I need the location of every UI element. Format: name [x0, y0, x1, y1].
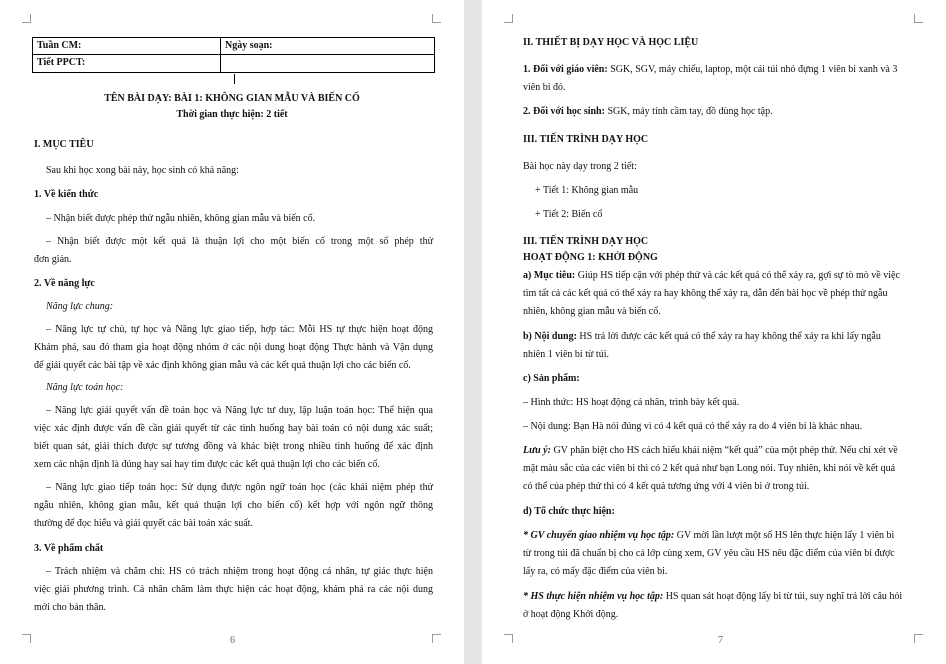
week-cell[interactable]: Tuần CM:	[37, 40, 82, 51]
paragraph: – Năng lực tự chủ, tự học và Năng lực giao tiếp, hợp tác: Mỗi HS tự thực hiện hoạt động	[46, 324, 433, 335]
section-heading: I. MỤC TIÊU	[34, 139, 94, 150]
paragraph: – Nội dung: Bạn Hà nói đúng vì có 4 kết quả có thể xảy ra do 4 viên bi là khác nhau.	[523, 421, 863, 432]
subsection-heading: 2. Về năng lực	[34, 278, 95, 289]
crop-mark	[432, 14, 441, 23]
label: Lưu ý:	[523, 445, 551, 456]
crop-mark	[504, 634, 513, 643]
label: * GV chuyển giao nhiệm vụ học tập:	[523, 530, 675, 541]
crop-mark	[914, 634, 923, 643]
header-table	[32, 37, 435, 73]
paragraph: Năng lực chung:	[46, 301, 114, 312]
page-number: 6	[230, 635, 235, 646]
paragraph: đơn giản.	[34, 254, 72, 265]
paragraph: từ trong túi đã chuẩn bị cho cả lớp cùng xem, GV yêu cầu HS nêu đặc điểm của viên bi được	[523, 548, 895, 559]
list-item: + Tiết 2: Biến cố	[535, 209, 603, 220]
paragraph: Sau khi học xong bài này, học sinh có khả năng:	[46, 165, 239, 176]
lesson-duration: Thời gian thực hiện: 2 tiết	[176, 109, 288, 120]
document-page-6	[0, 0, 464, 664]
label: 1. Đối với giáo viên:	[523, 64, 608, 75]
period-cell[interactable]: Tiết PPCT:	[37, 57, 86, 68]
crop-mark	[914, 14, 923, 23]
section-heading: III. TIẾN TRÌNH DẠY HỌC	[523, 236, 649, 247]
paragraph: mặt màu sắc của các viên bi thì có 2 kết quả như bạn Long nói. Tuy nhiên, khi nói về kết quả	[523, 463, 896, 474]
document-page-7	[482, 0, 946, 664]
crop-mark	[432, 634, 441, 643]
paragraph: nhiên, không gian mẫu và biến cố.	[523, 306, 661, 317]
paragraph: lấy ra, có mấy đặc điểm của viên bi.	[523, 566, 668, 577]
list-item: + Tiết 1: Không gian mẫu	[535, 185, 639, 196]
paragraph: – Hình thức: HS hoạt động cá nhân, trình bày kết quả.	[523, 397, 740, 408]
subsection-heading: d) Tổ chức thực hiện:	[523, 506, 615, 517]
paragraph: tìm tất cả các kết quả có thể xảy ra hay không thể xảy ra, dẫn đến bài học về phép thử ngẫu	[523, 288, 888, 299]
paragraph: Khám phá, sau đó tham gia hoạt động nhóm ở các nội dung hoạt động Thực hành và Vận dụng	[34, 342, 433, 353]
paragraph	[523, 530, 894, 542]
section-heading: II. THIẾT BỊ DẠY HỌC VÀ HỌC LIỆU	[523, 37, 699, 48]
paragraph: việc giải phương trình. Cá nhân chăm làm thực hiện các hoạt động, khám phá ra các nội dung	[34, 584, 433, 595]
paragraph: nhiên 1 viên bi từ túi.	[523, 349, 609, 360]
paragraph: có thể của phép thử thì có 4 kết quả tương ứng với 4 viên bi ở trong túi.	[523, 481, 810, 492]
crop-mark	[22, 14, 31, 23]
text: Giúp HS tiếp cận với phép thử và các kết quả có thể xảy ra, gợi sự tò mò về việc	[575, 270, 900, 281]
label: a) Mục tiêu:	[523, 270, 576, 281]
text: HS trả lời được các kết quả có thể xảy ra hay không thể xảy ra khi lấy ngẫu	[576, 331, 881, 342]
label: b) Nội dung:	[523, 331, 577, 342]
paragraph: – Nhận biết được phép thử ngẫu nhiên, không gian mẫu và biến cố.	[46, 213, 316, 224]
paragraph: xem các nhận định là đúng hay sai hay tìm được các kết quả thuận lợi cho các biến cố.	[34, 459, 380, 470]
lesson-title: TÊN BÀI DẠY: BÀI 1: KHÔNG GIAN MẪU VÀ BIẾN CỐ	[104, 93, 360, 104]
paragraph: Năng lực toán học:	[46, 382, 124, 393]
paragraph	[523, 591, 902, 603]
paragraph	[523, 331, 881, 343]
paragraph: – Nhận biết được một kết quả là thuận lợi cho một biến cố trong một số phép thử	[46, 236, 433, 247]
paragraph: viên bi đỏ.	[523, 82, 566, 93]
date-cell[interactable]: Ngày soạn:	[225, 40, 273, 51]
text-cursor	[234, 74, 235, 84]
crop-mark	[22, 634, 31, 643]
paragraph: để giải quyết các bài tập về xác định không gian mẫu và các kết quả thuận lợi cho các biến cố.	[34, 360, 411, 371]
text: GV mời lần lượt một số HS lên thực hiện lấy 1 viên bi	[674, 530, 895, 541]
text: SGK, máy tính cầm tay, đồ dùng học tập.	[604, 106, 773, 117]
paragraph: biết quan sát, giải thích được sự tương đồng và khác biệt trong nhiều tình huống để xác định	[34, 441, 433, 452]
paragraph: – Năng lực giao tiếp toán học: Sử dụng được ngôn ngữ toán học (các khái niệm phép thử	[46, 482, 433, 493]
paragraph	[523, 64, 897, 76]
paragraph: Bài học này dạy trong 2 tiết:	[523, 161, 637, 172]
paragraph: ngẫu nhiên, không gian mẫu, kết quả thuận lợi cho biến cố) kết hợp với ngôn ngữ thông	[34, 500, 433, 511]
text: HS quan sát hoạt động lấy bi từ túi, suy nghĩ trả lời câu hỏi	[663, 591, 903, 602]
paragraph	[523, 270, 900, 282]
paragraph: ở hoạt động Khởi động.	[523, 609, 619, 620]
paragraph	[523, 445, 898, 457]
paragraph	[523, 106, 773, 118]
crop-mark	[504, 14, 513, 23]
subsection-heading: 1. Về kiến thức	[34, 189, 99, 200]
text: SGK, SGV, máy chiếu, laptop, một cái túi nhỏ đựng 1 viên bi xanh và 3	[607, 64, 898, 75]
activity-heading: HOẠT ĐỘNG 1: KHỞI ĐỘNG	[523, 252, 658, 263]
label: 2. Đối với học sinh:	[523, 106, 605, 117]
paragraph: – Năng lực giải quyết vấn đề toán học và Năng lực tư duy, lập luận toán học: Thể hiện qua	[46, 405, 433, 416]
paragraph: – Trách nhiệm và chăm chỉ: HS có trách nhiệm trong hoạt động cá nhân, tự giác thực hiện	[46, 566, 433, 577]
section-heading: III. TIẾN TRÌNH DẠY HỌC	[523, 134, 649, 145]
subsection-heading: 3. Về phẩm chất	[34, 543, 104, 554]
subsection-heading: c) Sản phẩm:	[523, 373, 580, 384]
text: GV phân biệt cho HS cách hiểu khái niệm “kết quả” của một phép thử. Nếu chỉ xét về	[550, 445, 898, 456]
paragraph: mới cho bản thân.	[34, 602, 106, 613]
page-number: 7	[718, 635, 723, 646]
label: * HS thực hiện nhiệm vụ học tập:	[523, 591, 664, 602]
paragraph: thường để đọc hiểu và giải quyết các bài toán xác suất.	[34, 518, 253, 529]
paragraph: việc xác định được vấn đề cần giải quyết từ các tình huống hay bài toán có nội dung xác suất;	[34, 423, 433, 434]
